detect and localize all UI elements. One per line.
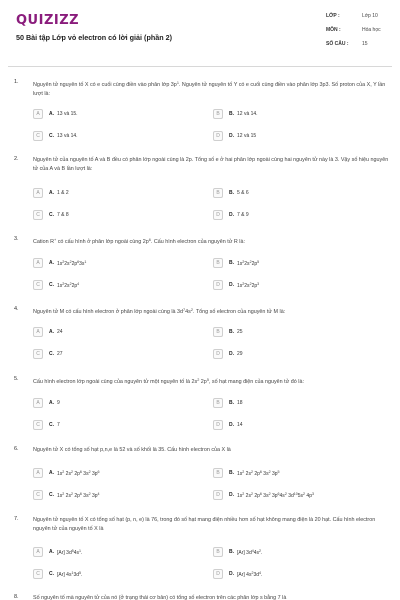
option-box[interactable]: D bbox=[213, 490, 223, 500]
meta-value: 15 bbox=[362, 41, 368, 47]
option-letter: C. bbox=[49, 422, 54, 428]
option-letter: D. bbox=[229, 492, 234, 498]
option-letter: C. bbox=[49, 351, 54, 357]
option-b[interactable] bbox=[213, 326, 373, 338]
option-text: 7 & 9 bbox=[237, 212, 249, 218]
meta-info bbox=[326, 13, 396, 55]
meta-row-subject bbox=[326, 27, 396, 41]
option-box[interactable]: B bbox=[213, 547, 223, 557]
question-text: Nguyên tử nguyên tố X có e cuối cùng điền vào phân lớp $3p^1$. Nguyên tử nguyên tố Y có e cuối cùng điền vào phân lớp 3p3. Số proton của X, Y lần lượt là: bbox=[33, 81, 386, 98]
option-text: $1s^22s^22p^63s^1$ bbox=[57, 259, 87, 267]
option-box[interactable]: B bbox=[213, 327, 223, 337]
question-number: 4. bbox=[14, 306, 19, 312]
option-c[interactable] bbox=[33, 568, 193, 580]
option-b[interactable] bbox=[213, 546, 373, 558]
option-box[interactable]: D bbox=[213, 569, 223, 579]
option-box[interactable]: A bbox=[33, 109, 43, 119]
option-text: $1s^2$ $2s^2$ $2p^6$ $3s^2$ $3p^4$ bbox=[57, 491, 100, 499]
option-text: 13 và 14. bbox=[57, 133, 78, 139]
option-a[interactable] bbox=[33, 108, 193, 120]
question-number: 2. bbox=[14, 156, 19, 162]
meta-value: Lớp 10 bbox=[362, 13, 378, 19]
option-text: $1s^2$ $2s^2$ $2p^6$ $3s^2$ $3p^5$ bbox=[237, 469, 280, 477]
option-text: [Ar] $3d^44s^2$. bbox=[237, 548, 263, 556]
option-box[interactable]: B bbox=[213, 109, 223, 119]
meta-row-class bbox=[326, 13, 396, 27]
option-box[interactable]: A bbox=[33, 547, 43, 557]
option-c[interactable] bbox=[33, 419, 193, 431]
option-box[interactable]: B bbox=[213, 398, 223, 408]
option-text: 12 và 14. bbox=[237, 111, 258, 117]
option-d[interactable] bbox=[213, 279, 373, 291]
option-d[interactable] bbox=[213, 348, 373, 360]
option-text: $1s^22s^22p^3$ bbox=[237, 281, 260, 289]
option-text: 18 bbox=[237, 400, 243, 406]
option-box[interactable]: C bbox=[33, 280, 43, 290]
option-text: [Ar] $4s^13d^5$. bbox=[57, 570, 83, 578]
question-number: 7. bbox=[14, 516, 19, 522]
option-letter: C. bbox=[49, 492, 54, 498]
option-letter: C. bbox=[49, 133, 54, 139]
question-text: Nguyên tử của nguyên tố A và B đều có phân lớp ngoài cùng là 2p. Tổng số e ở hai phân lớp ngoài cùng hai nguyên tử này là 3. Vậy số hiệu nguyên tử của A và B lần lượt là: bbox=[33, 157, 389, 173]
option-text: 29 bbox=[237, 351, 243, 357]
option-box[interactable]: D bbox=[213, 420, 223, 430]
header-divider bbox=[8, 66, 392, 67]
option-text: $1s^22s^22p^4$ bbox=[57, 281, 80, 289]
option-b[interactable] bbox=[213, 108, 373, 120]
option-box[interactable]: B bbox=[213, 468, 223, 478]
option-text: 5 & 6 bbox=[237, 190, 249, 196]
option-text: $1s^2$ $2s^2$ $2p^6$ $3s^2$ $3p^6$ bbox=[57, 469, 100, 477]
option-letter: D. bbox=[229, 282, 234, 288]
option-box[interactable]: D bbox=[213, 280, 223, 290]
option-box[interactable]: A bbox=[33, 188, 43, 198]
option-text: 24 bbox=[57, 329, 63, 335]
option-text: 7 bbox=[57, 422, 60, 428]
option-text: 7 & 8 bbox=[57, 212, 69, 218]
question-number: 8. bbox=[14, 594, 19, 600]
option-letter: A. bbox=[49, 470, 54, 476]
question-text: Nguyên tử nguyên tố X có tổng số hạt (p, n, e) là 76, trong đó số hạt mang điện nhiều hơn số hạt không mang điện là 20 hạt. Cấu hình electron nguyên tử của nguyên tố X là bbox=[33, 517, 376, 533]
worksheet-header bbox=[0, 0, 400, 68]
option-text: 14 bbox=[237, 422, 243, 428]
option-d[interactable] bbox=[213, 130, 373, 142]
option-box[interactable]: B bbox=[213, 188, 223, 198]
option-text: [Ar] $4s^23d^4$. bbox=[237, 570, 263, 578]
option-letter: A. bbox=[49, 329, 54, 335]
option-letter: C. bbox=[49, 212, 54, 218]
question-number: 6. bbox=[14, 446, 19, 452]
option-box[interactable]: C bbox=[33, 131, 43, 141]
option-letter: D. bbox=[229, 133, 234, 139]
option-letter: B. bbox=[229, 111, 234, 117]
option-text: 13 và 15. bbox=[57, 111, 78, 117]
option-box[interactable]: B bbox=[213, 258, 223, 268]
meta-label: LỚP : bbox=[326, 13, 340, 19]
question-number: 5. bbox=[14, 376, 19, 382]
option-b[interactable] bbox=[213, 397, 373, 409]
option-c[interactable] bbox=[33, 130, 193, 142]
option-d[interactable] bbox=[213, 568, 373, 580]
option-box[interactable]: C bbox=[33, 349, 43, 359]
option-text: 27 bbox=[57, 351, 63, 357]
option-letter: A. bbox=[49, 260, 54, 266]
option-letter: D. bbox=[229, 571, 234, 577]
option-letter: C. bbox=[49, 282, 54, 288]
option-box[interactable]: D bbox=[213, 210, 223, 220]
option-a[interactable] bbox=[33, 187, 193, 199]
option-letter: B. bbox=[229, 549, 234, 555]
question-text: Nguyên tử M có cấu hình electron ở phân lớp ngoài cùng là $3d^74s^2$. Tổng số electron của nguyên tử M là: bbox=[33, 308, 286, 316]
document-title: 50 Bài tập Lớp vỏ electron có lời giải (phần 2) bbox=[16, 33, 172, 42]
quizizz-logo: QUIZIZZ bbox=[16, 13, 80, 28]
option-d[interactable] bbox=[213, 489, 393, 501]
question-text: Cấu hình electron lớp ngoài cùng của nguyên tử một nguyên tố là $2s^2$ $2p^5$, số hạt mang điện của nguyên tử đó là: bbox=[33, 378, 304, 386]
option-text: 12 và 15 bbox=[237, 133, 257, 139]
option-text: [Ar] $3d^54s^1$. bbox=[57, 548, 83, 556]
option-letter: D. bbox=[229, 351, 234, 357]
meta-label: SỐ CÂU : bbox=[326, 41, 349, 47]
option-b[interactable] bbox=[213, 257, 373, 269]
option-box[interactable]: D bbox=[213, 131, 223, 141]
option-letter: B. bbox=[229, 190, 234, 196]
option-text: 9 bbox=[57, 400, 60, 406]
option-a[interactable] bbox=[33, 546, 193, 558]
option-letter: A. bbox=[49, 111, 54, 117]
option-a[interactable] bbox=[33, 326, 193, 338]
meta-value: Hóa học bbox=[362, 27, 381, 33]
option-letter: D. bbox=[229, 212, 234, 218]
option-text: 1 & 2 bbox=[57, 190, 69, 196]
option-b[interactable] bbox=[213, 467, 393, 479]
option-letter: B. bbox=[229, 260, 234, 266]
option-box[interactable]: D bbox=[213, 349, 223, 359]
option-letter: A. bbox=[49, 190, 54, 196]
option-a[interactable] bbox=[33, 257, 193, 269]
option-box[interactable]: C bbox=[33, 420, 43, 430]
question-text: Cation R+ có cấu hình ở phân lớp ngoài cùng $2p^6$. Cấu hình electron của nguyên tử R là: bbox=[33, 238, 245, 246]
question-number: 1. bbox=[14, 79, 19, 85]
option-c[interactable] bbox=[33, 489, 193, 501]
option-box[interactable]: C bbox=[33, 490, 43, 500]
option-box[interactable]: A bbox=[33, 398, 43, 408]
question-number: 3. bbox=[14, 236, 19, 242]
option-letter: B. bbox=[229, 400, 234, 406]
option-a[interactable] bbox=[33, 397, 193, 409]
option-text: $1s^2$ $2s^2$ $2p^6$ $3s^2$ $3p^64s^2$ $3d^{10}5s^2$ $4p^3$ bbox=[237, 491, 314, 499]
option-b[interactable] bbox=[213, 187, 373, 199]
option-box[interactable]: C bbox=[33, 569, 43, 579]
option-letter: A. bbox=[49, 400, 54, 406]
option-letter: B. bbox=[229, 329, 234, 335]
option-c[interactable] bbox=[33, 348, 193, 360]
option-d[interactable] bbox=[213, 209, 373, 221]
option-c[interactable] bbox=[33, 209, 193, 221]
option-letter: D. bbox=[229, 422, 234, 428]
option-letter: A. bbox=[49, 549, 54, 555]
option-letter: C. bbox=[49, 571, 54, 577]
question-text: Nguyên tử X có tổng số hạt p,n,e là 52 và số khối là 35. Cấu hình electron của X là bbox=[33, 447, 231, 453]
option-text: 25 bbox=[237, 329, 243, 335]
option-text: $1s^22s^22p^5$ bbox=[237, 259, 260, 267]
option-d[interactable] bbox=[213, 419, 373, 431]
option-letter: B. bbox=[229, 470, 234, 476]
meta-label: MÔN : bbox=[326, 27, 341, 33]
option-box[interactable]: A bbox=[33, 327, 43, 337]
meta-row-count bbox=[326, 41, 396, 55]
option-box[interactable]: A bbox=[33, 258, 43, 268]
option-box[interactable]: C bbox=[33, 210, 43, 220]
option-c[interactable] bbox=[33, 279, 193, 291]
option-box[interactable]: A bbox=[33, 468, 43, 478]
option-a[interactable] bbox=[33, 467, 193, 479]
question-text: Số nguyên tố mà nguyên tử của nó (ở trạng thái cơ bản) có tổng số electron trên các phân lớp s bằng 7 là bbox=[33, 595, 287, 600]
